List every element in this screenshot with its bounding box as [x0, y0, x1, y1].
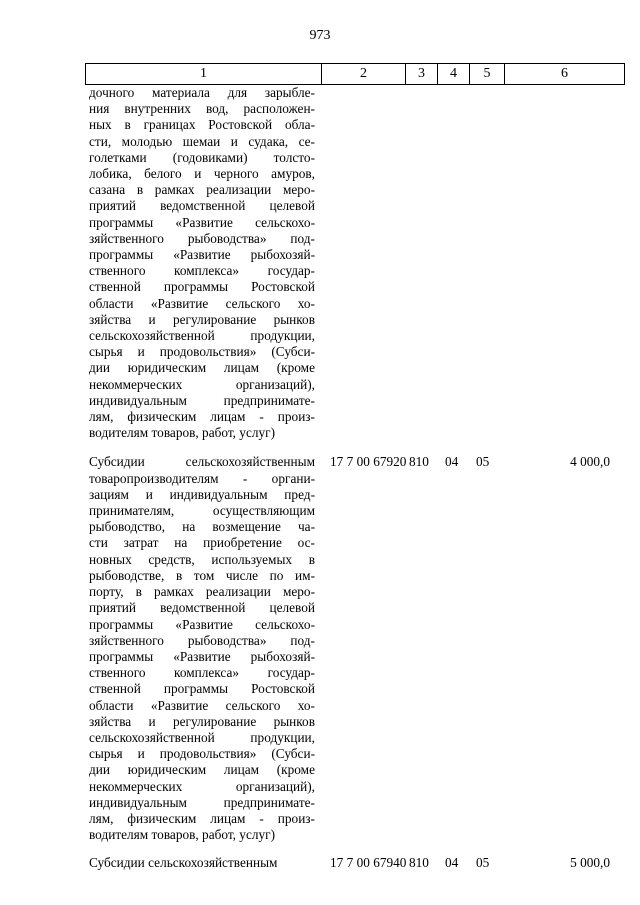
description-line: водителям товаров, работ, услуг): [89, 425, 276, 441]
description-line: лям, физическим лицам - произ-: [89, 409, 315, 425]
description-line: дии юридическим лицам (кроме: [89, 360, 315, 376]
header-col-6: 6: [504, 64, 624, 84]
table-row: [85, 454, 625, 843]
description-line: Субсидии сельскохозяйственным: [89, 855, 278, 871]
description-line: ния внутренних вод, расположен-: [89, 101, 315, 117]
description-line: зяйства и регулирование рынков: [89, 311, 315, 327]
description-line: программы «Развитие сельскохо-: [89, 214, 315, 230]
description-line: зяйственного рыбоводства» под-: [89, 230, 315, 246]
amount-cell: 5 000,0: [570, 855, 610, 871]
description-line: рыбоводстве, в том числе по им-: [89, 567, 315, 583]
description-line: голетками (годовиками) толсто-: [89, 149, 315, 165]
description-line: рыбоводство, на возмещение ча-: [89, 519, 315, 535]
row-description: [89, 454, 315, 843]
description-line: ных в границах Ростовской обла-: [89, 117, 315, 133]
description-line: порту, в рамках реализации меро-: [89, 584, 315, 600]
expense-type-cell: 810: [409, 454, 429, 470]
description-line: ственной программы Ростовской: [89, 279, 315, 295]
expense-type-cell: 810: [409, 855, 429, 871]
description-line: дочного материала для зарыбле-: [89, 85, 315, 100]
header-col-4: 4: [437, 64, 469, 84]
description-line: дии юридическим лицам (кроме: [89, 762, 315, 778]
description-line: лобика, белого и черного амуров,: [89, 166, 315, 182]
description-line: принимателям, осуществляющим: [89, 503, 315, 519]
header-col-2: 2: [321, 64, 405, 84]
row-description: [89, 85, 315, 441]
description-line: программы «Развитие рыбохозяй-: [89, 247, 315, 263]
description-line: некоммерческих организаций),: [89, 778, 315, 794]
row-description: [89, 855, 315, 871]
description-line: товаропроизводителям - органи-: [89, 470, 315, 486]
table-body: [85, 85, 625, 872]
description-line: области «Развитие сельского хо-: [89, 295, 315, 311]
description-line: программы «Развитие рыбохозяй-: [89, 648, 315, 664]
header-col-3: 3: [405, 64, 437, 84]
table-header: [85, 63, 625, 85]
target-article-code-cell: 17 7 00 67920: [330, 454, 407, 470]
description-line: лям, физическим лицам - произ-: [89, 810, 315, 826]
description-line: ственного комплекса» государ-: [89, 665, 315, 681]
header-col-1: 1: [200, 66, 207, 81]
description-line: приятий ведомственной целевой: [89, 198, 315, 214]
description-line: сельскохозяйственной продукции,: [89, 729, 315, 745]
description-line: Субсидии сельскохозяйственным: [89, 454, 315, 470]
section-cell: 04: [445, 454, 459, 470]
table-row: [85, 855, 625, 871]
header-col-5: 5: [469, 64, 504, 84]
description-line: зяйства и регулирование рынков: [89, 713, 315, 729]
description-line: сазана в рамках реализации меро-: [89, 182, 315, 198]
description-line: индивидуальным предпринимате-: [89, 392, 315, 408]
subsection-cell: 05: [476, 454, 490, 470]
description-line: сти затрат на приобретение ос-: [89, 535, 315, 551]
description-line: области «Развитие сельского хо-: [89, 697, 315, 713]
page-number: 973: [309, 28, 331, 43]
description-line: ственной программы Ростовской: [89, 681, 315, 697]
description-line: зациям и индивидуальным пред-: [89, 486, 315, 502]
target-article-code-cell: 17 7 00 67940: [330, 855, 407, 871]
description-line: приятий ведомственной целевой: [89, 600, 315, 616]
budget-table: [85, 63, 625, 872]
description-line: сти, молодью шемаи и судака, се-: [89, 133, 315, 149]
description-line: сырья и продовольствия» (Субси-: [89, 746, 315, 762]
subsection-cell: 05: [476, 855, 490, 871]
description-line: некоммерческих организаций),: [89, 376, 315, 392]
description-line: программы «Развитие сельскохо-: [89, 616, 315, 632]
description-line: ственного комплекса» государ-: [89, 263, 315, 279]
description-line: сырья и продовольствия» (Субси-: [89, 344, 315, 360]
description-line: сельскохозяйственной продукции,: [89, 328, 315, 344]
description-line: индивидуальным предпринимате-: [89, 794, 315, 810]
amount-cell: 4 000,0: [570, 454, 610, 470]
description-line: новных средств, используемых в: [89, 551, 315, 567]
section-cell: 04: [445, 855, 459, 871]
table-row: [85, 85, 625, 441]
description-line: водителям товаров, работ, услуг): [89, 827, 276, 843]
description-line: зяйственного рыбоводства» под-: [89, 632, 315, 648]
